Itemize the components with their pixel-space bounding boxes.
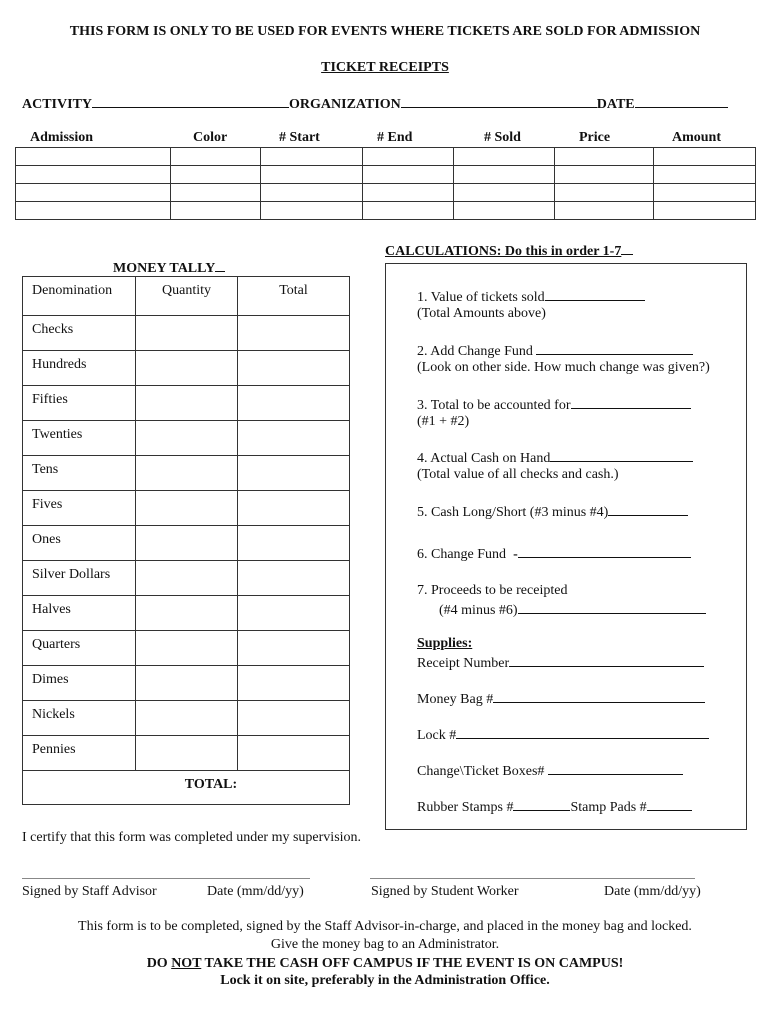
table-cell[interactable]: [16, 148, 171, 166]
denomination-label: Pennies: [23, 736, 136, 771]
money-row-quarters: [23, 631, 350, 666]
table-cell[interactable]: [171, 166, 261, 184]
denomination-label: Fives: [23, 491, 136, 526]
money-tally-title: [113, 259, 225, 277]
quantity-cell[interactable]: [136, 351, 238, 386]
worker-date-label: Date (mm/dd/yy): [604, 884, 701, 899]
receipt-number-label: Receipt Number: [417, 656, 510, 671]
supplies-title: Supplies:: [417, 636, 473, 651]
money-row-checks: [23, 316, 350, 351]
lock-number: [417, 725, 709, 745]
calc-field-7[interactable]: [518, 600, 706, 614]
stamps-label: Rubber Stamps #: [417, 800, 514, 815]
col-start: # Start: [279, 130, 320, 145]
money-header-row: [23, 277, 350, 316]
money-row-pennies: [23, 736, 350, 771]
table-cell[interactable]: [654, 148, 756, 166]
money-row-halves: [23, 596, 350, 631]
calculations-title-text: CALCULATIONS: Do this in order 1-7: [385, 244, 622, 259]
money-total-row: [23, 771, 350, 805]
col-sold: # Sold: [484, 130, 521, 145]
info-line: [22, 94, 728, 113]
money-row-tens: [23, 456, 350, 491]
col-admission: Admission: [30, 130, 94, 145]
receipt-number-field[interactable]: [509, 653, 704, 667]
table-cell[interactable]: [171, 148, 261, 166]
table-cell[interactable]: [261, 184, 363, 202]
table-cell[interactable]: [261, 148, 363, 166]
worker-signature-label: Signed by Student Worker: [371, 884, 519, 899]
stamps: [417, 797, 692, 817]
denomination-label: Silver Dollars: [23, 561, 136, 596]
denomination-label: Quarters: [23, 631, 136, 666]
denomination-label: Checks: [23, 316, 136, 351]
money-row-hundreds: [23, 351, 350, 386]
table-cell[interactable]: [454, 184, 555, 202]
money-row-dimes: [23, 666, 350, 701]
denomination-label: Nickels: [23, 701, 136, 736]
table-cell[interactable]: [654, 202, 756, 220]
quantity-cell[interactable]: [136, 736, 238, 771]
calculations-title: [385, 242, 633, 260]
calc-field-3[interactable]: [571, 395, 691, 409]
footer-instructions-2: Give the money bag to an Administrator.: [270, 937, 500, 952]
calc-item-label: 5. Cash Long/Short (#3 minus #4): [417, 505, 609, 520]
calc-item-1: [417, 287, 645, 307]
denomination-label: Fifties: [23, 386, 136, 421]
stamps-field[interactable]: [513, 797, 570, 811]
total-cell[interactable]: [238, 631, 350, 666]
denomination-header: Denomination: [23, 277, 136, 316]
quantity-cell[interactable]: [136, 316, 238, 351]
table-cell[interactable]: [555, 148, 654, 166]
table-cell[interactable]: [454, 148, 555, 166]
calc-item-2-note: (Look on other side. How much change was given?): [417, 360, 710, 375]
table-cell[interactable]: [363, 148, 454, 166]
col-amount: Amount: [672, 130, 722, 145]
denomination-label: Twenties: [23, 421, 136, 456]
table-cell[interactable]: [654, 166, 756, 184]
stamp-pads-label: Stamp Pads #: [570, 800, 647, 815]
form-title: THIS FORM IS ONLY TO BE USED FOR EVENTS WHERE TICKETS ARE SOLD FOR ADMISSION: [69, 24, 701, 39]
table-cell[interactable]: [261, 166, 363, 184]
calc-item-label: (#4 minus #6): [439, 603, 518, 618]
col-color: Color: [193, 130, 228, 145]
staff-date-label: Date (mm/dd/yy): [207, 884, 304, 899]
organization-label: ORGANIZATION: [289, 97, 401, 112]
table-cell[interactable]: [363, 184, 454, 202]
money-row-ones: [23, 526, 350, 561]
table-row: [16, 184, 756, 202]
money-row-fifties: [23, 386, 350, 421]
quantity-cell[interactable]: [136, 386, 238, 421]
money-total-label: TOTAL:: [23, 771, 350, 805]
table-cell[interactable]: [654, 184, 756, 202]
table-cell[interactable]: [261, 202, 363, 220]
money-row-silver-dollars: [23, 561, 350, 596]
table-row: [16, 148, 756, 166]
total-cell[interactable]: [238, 456, 350, 491]
total-cell[interactable]: [238, 351, 350, 386]
footer-warning: [0, 956, 770, 972]
money-row-fives: [23, 491, 350, 526]
quantity-cell[interactable]: [136, 666, 238, 701]
certify-text: I certify that this form was completed under my supervision.: [22, 830, 362, 845]
staff-signature-label: Signed by Staff Advisor: [22, 884, 157, 899]
table-cell[interactable]: [454, 202, 555, 220]
total-cell[interactable]: [238, 491, 350, 526]
calc-field-6[interactable]: [518, 544, 691, 558]
money-bag-field[interactable]: [493, 689, 705, 703]
warning-post: TAKE THE CASH OFF CAMPUS IF THE EVENT IS ON CAMPUS!: [201, 956, 624, 971]
warning-not: NOT: [171, 956, 202, 971]
quantity-cell[interactable]: [136, 456, 238, 491]
total-cell[interactable]: [238, 701, 350, 736]
quantity-cell[interactable]: [136, 561, 238, 596]
denomination-label: Ones: [23, 526, 136, 561]
calc-item-label: 3. Total to be accounted for: [417, 398, 571, 413]
total-cell[interactable]: [238, 421, 350, 456]
calc-item-label: 1. Value of tickets sold: [417, 290, 545, 305]
calc-item-5: [417, 502, 688, 522]
total-cell[interactable]: [238, 666, 350, 701]
activity-label: ACTIVITY: [22, 97, 93, 112]
total-cell[interactable]: [238, 736, 350, 771]
money-bag: [417, 689, 705, 709]
quantity-cell[interactable]: [136, 596, 238, 631]
calc-item-2: [417, 341, 693, 361]
form-subtitle: TICKET RECEIPTS: [321, 60, 449, 75]
calc-item-3: [417, 395, 691, 415]
lock-label: Lock #: [417, 728, 457, 743]
receipt-number: [417, 653, 704, 673]
total-cell[interactable]: [238, 561, 350, 596]
table-cell[interactable]: [363, 166, 454, 184]
table-cell[interactable]: [363, 202, 454, 220]
denomination-label: Tens: [23, 456, 136, 491]
calc-field-4[interactable]: [550, 448, 693, 462]
table-row: [16, 202, 756, 220]
total-cell[interactable]: [238, 596, 350, 631]
money-row-nickels: [23, 701, 350, 736]
calc-field-1[interactable]: [545, 287, 645, 301]
footer-instructions: This form is to be completed, signed by the Staff Advisor-in-charge, and placed in the money bag and locked.: [78, 919, 692, 934]
calc-item-1-note: (Total Amounts above): [417, 306, 546, 321]
money-bag-label: Money Bag #: [417, 692, 494, 707]
footer-lock-note: Lock it on site, preferably in the Administration Office.: [220, 973, 550, 988]
ticket-table: [15, 147, 756, 220]
ticket-boxes-field[interactable]: [548, 761, 683, 775]
calc-field-5[interactable]: [608, 502, 688, 516]
quantity-cell[interactable]: [136, 491, 238, 526]
table-cell[interactable]: [16, 202, 171, 220]
worker-signature-line[interactable]: [370, 878, 695, 879]
money-tally-table: [22, 276, 350, 805]
quantity-cell[interactable]: [136, 421, 238, 456]
table-cell[interactable]: [171, 184, 261, 202]
quantity-cell[interactable]: [136, 701, 238, 736]
calc-item-label: 6. Change Fund: [417, 547, 507, 562]
calc-item-label: 2. Add Change Fund: [417, 344, 533, 359]
calc-item-4: [417, 448, 693, 468]
staff-signature-line[interactable]: [22, 878, 310, 879]
calc-field-2[interactable]: [536, 341, 693, 355]
table-row: [16, 166, 756, 184]
total-header: Total: [238, 277, 350, 316]
quantity-cell[interactable]: [136, 631, 238, 666]
calc-item-6: [417, 544, 691, 564]
organization-field[interactable]: [401, 94, 597, 108]
warning-pre: DO: [146, 956, 172, 971]
table-cell[interactable]: [555, 184, 654, 202]
date-field[interactable]: [635, 94, 728, 108]
stamp-pads-field[interactable]: [647, 797, 692, 811]
calc-item-4-note: (Total value of all checks and cash.): [417, 467, 619, 482]
table-cell[interactable]: [171, 202, 261, 220]
calc-item-7: 7. Proceeds to be receipted: [417, 583, 568, 598]
ticket-boxes: [417, 761, 683, 781]
denomination-label: Halves: [23, 596, 136, 631]
minus-sign: -: [513, 547, 518, 562]
quantity-cell[interactable]: [136, 526, 238, 561]
total-cell[interactable]: [238, 386, 350, 421]
quantity-header: Quantity: [136, 277, 238, 316]
date-label: DATE: [596, 97, 635, 112]
activity-field[interactable]: [92, 94, 289, 108]
col-end: # End: [377, 130, 413, 145]
ticket-boxes-label: Change\Ticket Boxes#: [417, 764, 545, 779]
table-cell[interactable]: [16, 166, 171, 184]
table-cell[interactable]: [454, 166, 555, 184]
money-tally-title-text: MONEY TALLY: [113, 261, 216, 276]
col-price: Price: [579, 130, 611, 145]
table-cell[interactable]: [555, 202, 654, 220]
calc-item-7-note: [439, 600, 706, 620]
calc-item-label: 4. Actual Cash on Hand: [417, 451, 551, 466]
money-row-twenties: [23, 421, 350, 456]
denomination-label: Hundreds: [23, 351, 136, 386]
table-cell[interactable]: [555, 166, 654, 184]
denomination-label: Dimes: [23, 666, 136, 701]
calc-item-3-note: (#1 + #2): [417, 414, 470, 429]
lock-field[interactable]: [456, 725, 709, 739]
table-cell[interactable]: [16, 184, 171, 202]
total-cell[interactable]: [238, 316, 350, 351]
total-cell[interactable]: [238, 526, 350, 561]
